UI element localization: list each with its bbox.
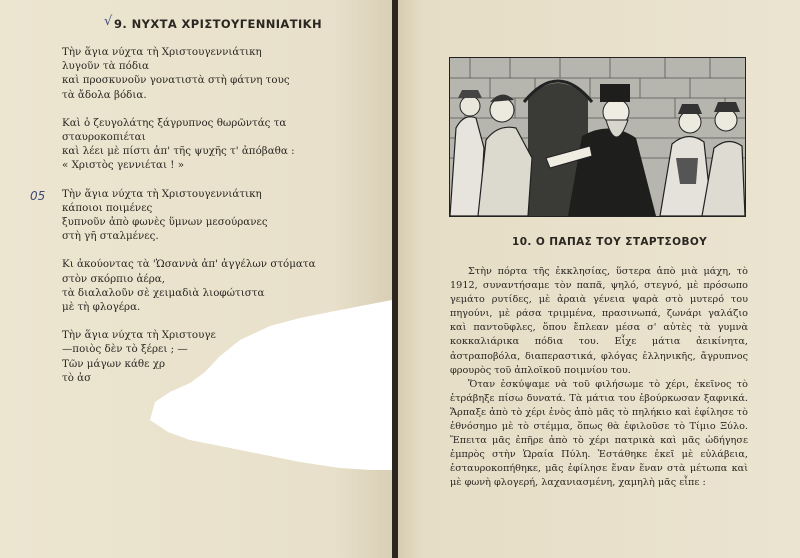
poem-line: τὰ διαλαλοῦν σὲ χειμαδιὰ λιοφώτιστα: [62, 286, 265, 299]
poem-line: Τὴν ἅγια νύχτα τὴ Χριστουγεννιάτικη: [62, 46, 262, 58]
poem-line: Καὶ ὁ ζευγολάτης ξάγρυπνος θωρῶντάς τα: [62, 116, 287, 129]
poem-line: τὰ ἄδολα βόδια.: [62, 88, 147, 101]
poem-line: στὸν σκόρπιο ἀέρα,: [62, 272, 166, 285]
poem-line: Κι ἀκούοντας τὰ 'Ὡσαννὰ ἀπ' ἀγγέλων στόματα: [62, 258, 316, 271]
chapter-title: 10. Ο ΠΑΠΑΣ ΤΟΥ ΣΤΑΡΤΣΟΒΟΥ: [512, 236, 708, 248]
poem-line: κάποιοι ποιμένες: [62, 201, 153, 214]
torn-paper-area: [0, 0, 392, 558]
poem-line: Τὴν ἅγια νύχτα τὴ Χριστουγε: [62, 329, 216, 342]
poem-line: σταυροκοπιέται: [62, 131, 146, 144]
poem-line: Τῶν μάγων κάθε χρ: [62, 357, 166, 370]
poem-line: καὶ λέει μὲ πίστι ἀπ' τῆς ψυχῆς τ' ἀπόβαθα :: [62, 145, 295, 158]
poem-line: τὸ ἀσ: [62, 371, 92, 384]
poem-line: μὲ τὴ φλογέρα.: [62, 301, 141, 314]
left-page: [0, 0, 392, 558]
poem-line: λυγοῦν τὰ πόδια: [62, 60, 150, 73]
poem-line: —ποιὸς δὲν τὸ ξέρει ; —: [62, 343, 188, 356]
margin-note: 05: [30, 189, 46, 203]
poem-title: 9. ΝΥΧΤΑ ΧΡΙΣΤΟΥΓΕΝΝΙΑΤΙΚΗ: [114, 17, 322, 31]
poem-line: στὴ γῆ σταλμένες.: [62, 230, 159, 243]
paragraph: Στὴν πόρτα τῆς ἐκκλησίας, ὕστερα ἀπὸ μιὰ μάχη, τὸ 1912, συναντήσαμε τὸν παπᾶ, ψηλό, στεγνό, μὲ πρόσωπο γεμάτο ρυτίδες, μὲ ἀραιὰ γένεια ψαρὰ στὸ μυτερό του πηγούνι, μὲ ράσα τριμμένα, πρασινωπά, ζωνάρι γαλάζιο καὶ παντοῦφλες, ὅπου ἔπλεαν μέσα σ' αὐτὲς τὰ γυμνὰ κοκκαλιάρικα πόδια του. Εἶχε μάτια ἀεικίνητα, ἀστραποβόλα, διαπεραστικά, φλόγας ἑλληνικῆς, ἄγρυπνος φρουρὸς τοῦ ἀπλοϊκοῦ ποιμνίου του.: [450, 266, 748, 376]
poem-line: Τὴν ἅγια νύχτα τὴ Χριστουγεννιάτικη: [62, 187, 262, 200]
poem-line: ξυπνοῦν ἀπὸ φωνὲς ὕμνων μεσούρανες: [62, 216, 268, 229]
illustration-priest-soldiers: [449, 57, 746, 217]
illustration-drawing: [450, 58, 745, 216]
paragraph: Ὅταν ἐσκύψαμε νὰ τοῦ φιλήσωμε τὸ χέρι, ἐκεῖνος τὸ ἐτράβηξε πίσω δυνατά. Τὰ μάτια του ἐβούρκωσαν ξαφνικά. Ἄρπαξε ἀπὸ τὸ χέρι ἑνὸς ἀπὸ μᾶς τὸ πηλήκιο καὶ ἐφίλησε τὸ ἐθνόσημο μὲ τὸ στέμμα, ὅπως θὰ ἐφιλοῦσε τὸ Τίμιο Ξύλο. Ἔπειτα μᾶς ἐπῆρε ἀπὸ τὸ χέρι πατρικὰ καὶ μᾶς ὡδήγησε ἐμπρὸς στὴν Ὡραία Πύλη. Ἐστάθηκε ἐκεῖ μὲ εὐλάβεια, ἐσταυροκοπήθηκε, μᾶς ἐφίλησε ἕναν ἕναν στὰ μέτωπα καὶ μὲ φωνὴ φλογερή, λαχανιασμένη, χαμηλὴ μᾶς εἶπε :: [450, 378, 748, 489]
poem-line: « Χριστὸς γεννιέται ! »: [62, 159, 185, 172]
check-mark: √: [104, 14, 113, 29]
chapter-text: [450, 265, 748, 491]
poem-line: καὶ προσκυνοῦν γονατιστὰ στὴ φάτνη τους: [62, 74, 290, 87]
